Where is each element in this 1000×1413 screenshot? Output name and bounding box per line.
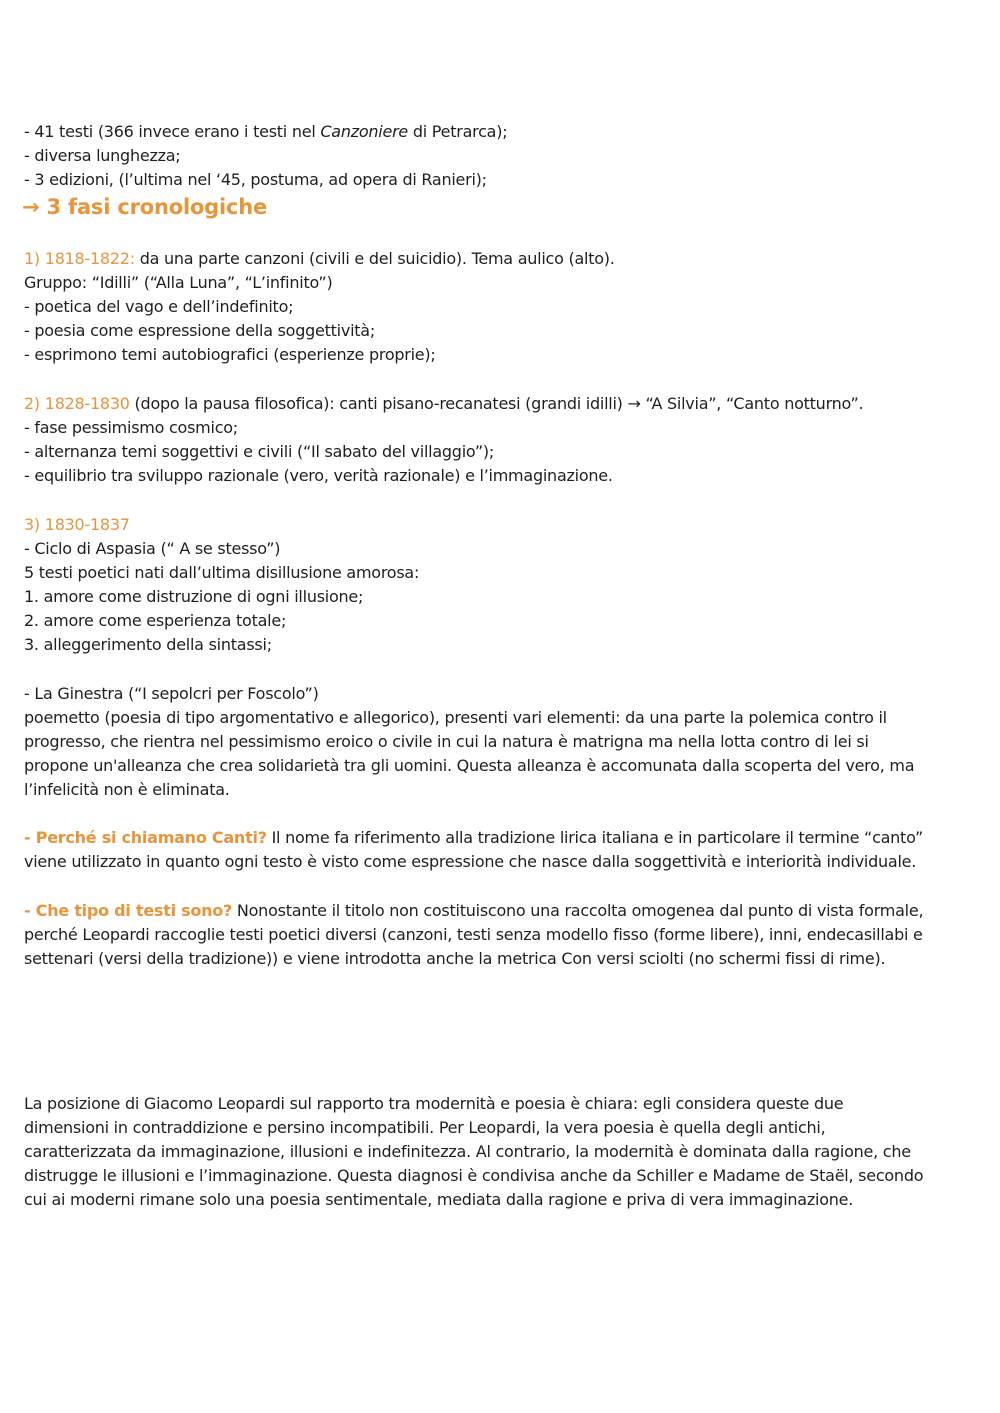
essay-line-5: cui ai moderni rimane solo una poesia sentimentale, mediata dalla ragione e priva di vera immaginazione.: [24, 1190, 854, 1209]
phase2-label: 2) 1828-1830: [24, 394, 130, 413]
phase2-line-2: - fase pessimismo cosmico;: [24, 418, 238, 437]
phase3-line-5: 2. amore come esperienza totale;: [24, 611, 287, 630]
phase3-line-3: 5 testi poetici nati dall’ultima disillusione amorosa:: [24, 563, 420, 582]
q2-question: - Che tipo di testi sono?: [24, 901, 233, 920]
phase2-line-3: - alternanza temi soggettivi e civili (“Il sabato del villaggio”);: [24, 442, 495, 461]
q1-answer-1: Il nome fa riferimento alla tradizione lirica italiana e in particolare il termine “canto”: [266, 828, 924, 847]
ginestra-line-1: - La Ginestra (“I sepolcri per Foscolo”): [24, 684, 319, 703]
phase1-line-5: - esprimono temi autobiografici (esperienze proprie);: [24, 345, 436, 364]
intro-line-3: - 3 edizioni, (l’ultima nel ‘45, postuma, ad opera di Ranieri);: [24, 170, 487, 189]
phase3-line-6: 3. alleggerimento della sintassi;: [24, 635, 272, 654]
section-heading: → 3 fasi cronologiche: [22, 195, 268, 219]
ginestra-line-3: progresso, che rientra nel pessimismo eroico o civile in cui la natura è matrigna ma nella lotta contro di lei si: [24, 732, 869, 751]
intro-line-1-post: di Petrarca);: [408, 122, 508, 141]
q2-line-2: perché Leopardi raccoglie testi poetici diversi (canzoni, testi senza modello fisso (forme libere), inni, endecasillabi e: [24, 925, 923, 944]
q2-line-3: settenari (versi della tradizione)) e viene introdotta anche la metrica Con versi sciolti (no schermi fissi di rime).: [24, 949, 886, 968]
q2-line-1: [24, 899, 923, 923]
intro-line-1: [24, 120, 507, 144]
phase2-line-1: [24, 392, 863, 416]
phase2-text: (dopo la pausa filosofica): canti pisano-recanatesi (grandi idilli) → “A Silvia”, “Canto notturno”.: [129, 394, 864, 413]
intro-line-1-pre: - 41 testi (366 invece erano i testi nel: [24, 122, 321, 141]
q1-line-2: viene utilizzato in quanto ogni testo è visto come espressione che nasce dalla soggettività e interiorità individuale.: [24, 852, 917, 871]
essay-line-3: caratterizzata da immaginazione, illusioni e indefinitezza. Al contrario, la modernità è dominata dalla ragione, che: [24, 1142, 911, 1161]
ginestra-line-2: poemetto (poesia di tipo argomentativo e allegorico), presenti vari elementi: da una parte la polemica contro il: [24, 708, 887, 727]
ginestra-line-5: l’infelicità non è eliminata.: [24, 780, 230, 799]
phase2-line-4: - equilibrio tra sviluppo razionale (vero, verità razionale) e l’immaginazione.: [24, 466, 613, 485]
phase3-line-4: 1. amore come distruzione di ogni illusione;: [24, 587, 364, 606]
phase1-label: 1) 1818-1822:: [24, 249, 135, 268]
ginestra-line-4: propone un'alleanza che crea solidarietà tra gli uomini. Questa alleanza è accomunata dalla scoperta del vero, ma: [24, 756, 915, 775]
phase1-line-1: [24, 247, 615, 271]
phase1-text: da una parte canzoni (civili e del suicidio). Tema aulico (alto).: [134, 249, 615, 268]
phase3-label: 3) 1830-1837: [24, 515, 130, 534]
phase1-line-2: Gruppo: “Idilli” (“Alla Luna”, “L’infinito”): [24, 273, 333, 292]
intro-line-2: - diversa lunghezza;: [24, 146, 181, 165]
phase3-line-2: - Ciclo di Aspasia (“ A se stesso”): [24, 539, 281, 558]
q1-question: - Perché si chiamano Canti?: [24, 828, 267, 847]
q1-line-1: [24, 826, 923, 850]
canzoniere-title: Canzoniere: [320, 122, 409, 141]
q2-answer-1: Nonostante il titolo non costituiscono una raccolta omogenea dal punto di vista formale,: [232, 901, 924, 920]
essay-line-1: La posizione di Giacomo Leopardi sul rapporto tra modernità e poesia è chiara: egli considera queste due: [24, 1094, 844, 1113]
phase1-line-3: - poetica del vago e dell’indefinito;: [24, 297, 294, 316]
essay-line-2: dimensioni in contraddizione e persino incompatibili. Per Leopardi, la vera poesia è quella degli antichi,: [24, 1118, 826, 1137]
essay-line-4: distrugge le illusioni e l’immaginazione. Questa diagnosi è condivisa anche da Schiller e Madame de Staël, secondo: [24, 1166, 924, 1185]
phase1-line-4: - poesia come espressione della soggettività;: [24, 321, 375, 340]
